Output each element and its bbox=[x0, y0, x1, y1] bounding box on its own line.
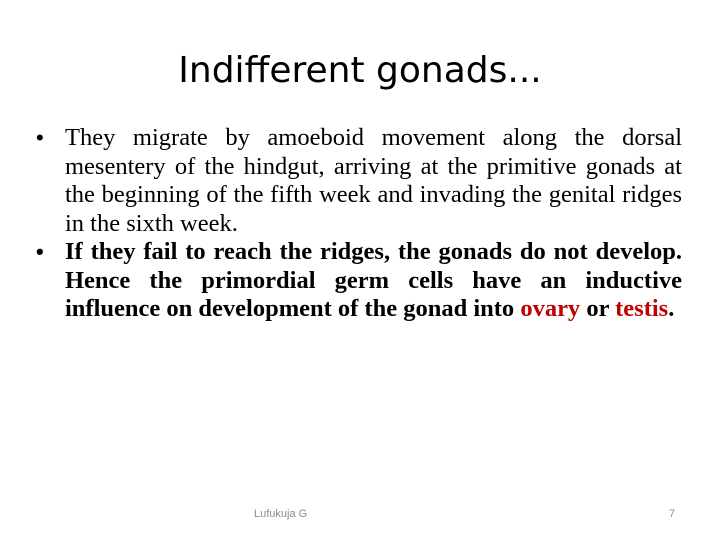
highlight-testis: testis bbox=[615, 295, 669, 322]
highlight-ovary: ovary bbox=[520, 295, 581, 322]
bullet-text-end: . bbox=[668, 295, 675, 322]
footer-author: Lufukuja G bbox=[254, 508, 308, 520]
bullet-icon: • bbox=[36, 125, 44, 150]
bullet-icon: • bbox=[36, 239, 44, 264]
bullet-text-or: or bbox=[580, 295, 616, 322]
bullet-text: If they fail to reach the ridges, the gonads do not develop. Hence the primordial germ cells have an inductive influence on development of the gonad into bbox=[65, 238, 682, 322]
bullet-item-induction bbox=[36, 238, 682, 324]
bullet-item-migration bbox=[36, 124, 682, 238]
slide-title: Indifferent gonads... bbox=[178, 50, 542, 91]
bullet-text: They migrate by amoeboid movement along the dorsal mesentery of the hindgut, arriving at the primitive gonads at the beginning of the fifth week and invading the genital ridges in the sixth week. bbox=[65, 124, 682, 237]
bullet-list bbox=[36, 124, 682, 324]
page-number: 7 bbox=[669, 508, 676, 520]
